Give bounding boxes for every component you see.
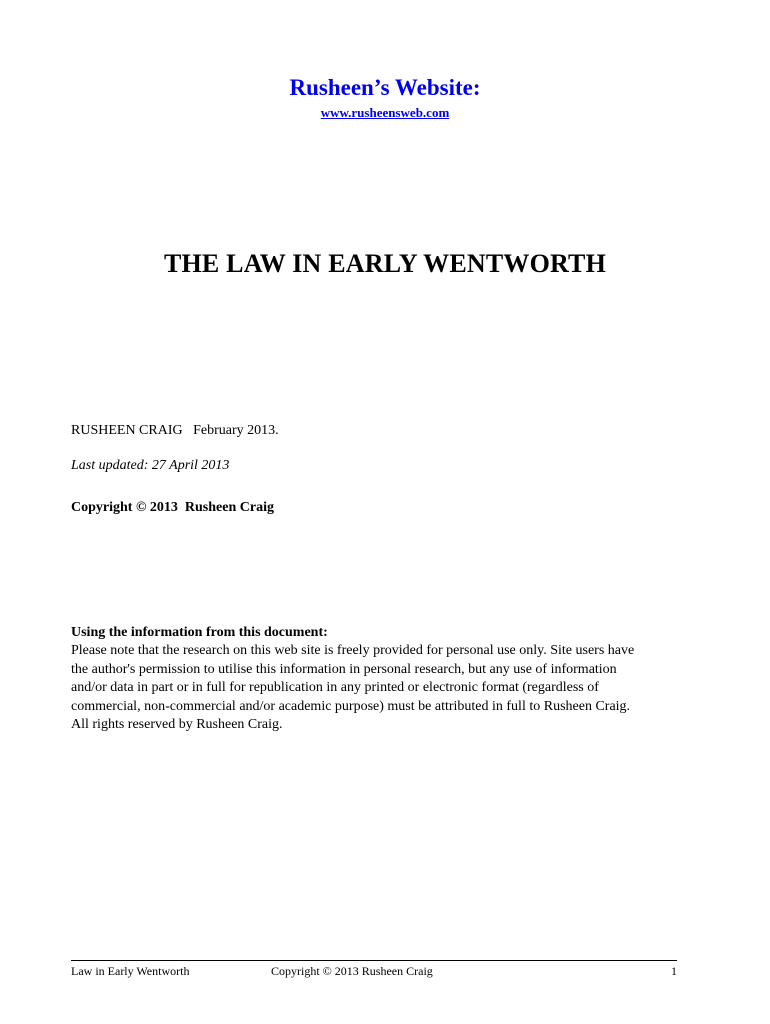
footer-copyright: Copyright © 2013 Rusheen Craig: [271, 964, 433, 978]
footer-document-name: Law in Early Wentworth: [71, 964, 190, 978]
usage-line: All rights reserved by Rusheen Craig.: [71, 717, 283, 733]
site-title: Rusheen’s Website:: [289, 75, 481, 100]
usage-line: commercial, non-commercial and/or academic purpose) must be attributed in full to Rusheen Craig.: [71, 698, 631, 714]
document-title: THE LAW IN EARLY WENTWORTH: [163, 249, 607, 278]
page-number: 1: [671, 964, 677, 978]
copyright-notice: Copyright © 2013 Rusheen Craig: [71, 500, 274, 515]
usage-paragraph: [71, 642, 711, 735]
footer-divider: [71, 960, 677, 961]
website-link[interactable]: www.rusheensweb.com: [320, 105, 450, 120]
usage-line: the author's permission to utilise this information in personal research, but any use of information: [71, 661, 617, 677]
last-updated-line: Last updated: 27 April 2013: [71, 458, 230, 473]
author-date-line: RUSHEEN CRAIG February 2013.: [71, 423, 279, 438]
usage-line: Please note that the research on this web site is freely provided for personal use only. Site users have: [71, 643, 635, 658]
usage-heading: Using the information from this document:: [71, 625, 328, 640]
usage-line: and/or data in part or in full for republication in any printed or electronic format (regardless of: [71, 680, 599, 696]
